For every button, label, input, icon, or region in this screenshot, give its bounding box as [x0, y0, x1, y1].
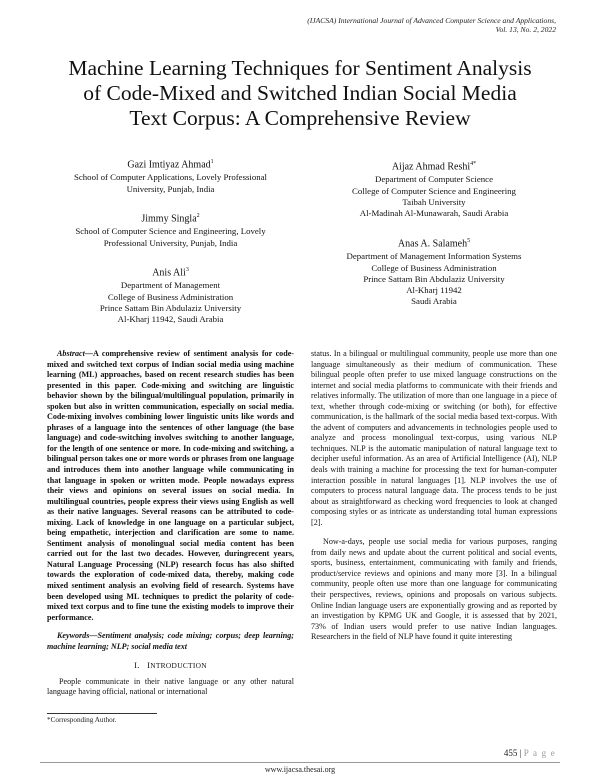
author-affiliation: Al-Madinah Al-Munawarah, Saudi Arabia [359, 207, 509, 218]
left-column [47, 349, 294, 698]
author-affiliation: Al-Kharj 11942, Saudi Arabia [117, 313, 224, 324]
corresponding-author-footnote: *Corresponding Author. [47, 716, 117, 724]
author-affiliation: Professional University, Punjab, India [103, 237, 238, 248]
author-block-5 [311, 235, 557, 307]
journal-volume: Vol. 13, No. 2, 2022 [495, 25, 556, 34]
title-line-2: of Code-Mixed and Switched Indian Social Media [83, 81, 517, 105]
author-name: Anis Ali$^3$ [152, 267, 189, 279]
author-block-1 [47, 156, 294, 195]
title-line-1: Machine Learning Techniques for Sentiment Analysis [68, 56, 532, 80]
author-name: Aijaz Ahmad Reshi$^{4*}$ [391, 161, 477, 173]
author-block-2 [47, 210, 294, 249]
intro-paragraph: People communicate in their native language or any other natural language having official, national or international [47, 676, 294, 697]
author-affiliation: Department of Management Information Systems [346, 251, 522, 262]
right-column [311, 349, 557, 643]
page-label: P a g e [523, 748, 556, 758]
section-heading-introduction: I. INTRODUCTION [134, 660, 207, 671]
author-name: Gazi Imtiyaz Ahmad$^1$ [127, 159, 214, 171]
author-affiliation: College of Business Administration [107, 291, 234, 302]
page-number: 455 | P a g e [503, 748, 556, 758]
body-paragraph: Now-a-days, people use social media for various purposes, ranging from daily news and update about the current political and social events, sports, business, entertainment, communicating with family and friends, product/service reviews and opinions and many more [3]. In a bilingual community, people often use more than one language for communicating their perspectives, reviews, opinions and proposals on various subjects. Online Indian language users are exponentially growing and as reported by an investigation by KPMG UK and Google, it is assessed that by 2021, 73% of Indian users would prefer to use native Indian languages. Researchers in the field of NLP have found it quite interesting [311, 537, 557, 642]
keywords-lead: Keywords [57, 631, 90, 641]
journal-name: (IJACSA) International Journal of Advanced Computer Science and Applications, [307, 16, 556, 25]
author-affiliation: School of Computer Science and Engineering, Lovely [75, 226, 266, 237]
author-affiliation: Department of Computer Science [375, 174, 493, 185]
author-affiliation: University, Punjab, India [126, 183, 215, 194]
journal-header [307, 16, 556, 34]
author-block-4 [311, 158, 557, 219]
author-affiliation: College of Business Administration [371, 262, 497, 273]
author-affiliation: Prince Sattam Bin Abdulaziz University [99, 302, 242, 313]
page-number-value: 455 [503, 748, 518, 758]
keywords [47, 631, 294, 652]
paper-title [40, 56, 560, 131]
author-affiliation: Department of Management [120, 280, 221, 291]
title-line-3: Text Corpus: A Comprehensive Review [129, 106, 471, 130]
journal-url: www.ijacsa.thesai.org [264, 765, 336, 774]
keywords-text: —Sentiment analysis; code mixing; corpus; deep learning; machine learning; NLP; social media text [47, 631, 294, 651]
author-affiliation: Saudi Arabia [411, 296, 457, 307]
abstract [47, 349, 294, 623]
author-affiliation: Al-Kharj 11942 [406, 284, 462, 295]
author-affiliation: Taibah University [402, 196, 466, 207]
footnote-divider [47, 713, 157, 714]
author-name: Jimmy Singla$^2$ [141, 213, 200, 225]
author-block-3 [47, 264, 294, 325]
author-affiliation: School of Computer Applications, Lovely Professional [73, 172, 268, 183]
footer-divider [40, 762, 560, 763]
author-affiliation: Prince Sattam Bin Abdulaziz University [363, 273, 505, 284]
author-affiliation: College of Computer Science and Engineering [352, 185, 516, 196]
body-paragraph: status. In a bilingual or multilingual community, people use more than one language simultaneously as their medium of communication. These bilingual people often prefer to use mixed language constructions on the internet and social media platforms to communicate with their friends and relatives informally. The utilization of more than one language in a piece of text, whether through code-mixing or switching (or both), for effective communication, is the hallmark of the social media based text-corpus. With the advent of computers and advancements in technologies people used to analyze and process monolingual text-corpus, using various NLP techniques. NLP is the automatic manipulation of natural language text to decipher useful information. As an area of Artificial Intelligence (AI), NLP deals with training a machine for processing the text for human-computer interaction possible in natural languages [1]. NLP involves the use of computers to process natural language data. The process tends to be just about as straightforward as checking word frequencies to look at changed composing styles or as intricate as understanding total human expressions [2]. [311, 349, 557, 527]
abstract-text: —A comprehensive review of sentiment analysis for code-mixed and switched text corpus of Indian social media using machine learning (ML) approaches, based on recent research studies has been presented in this paper. Code-mixing and switching are linguistic behavior shown by the bilingual/multilingual population, primarily in spoken but also in written communication, especially on social media. Code-mixing involves combining lower linguistic units like words and phrases of a language into the sentences of other language (the base language) and code-switching involves switching to another language, for the length of one sentence or more. In code-mixing and switching, a bilingual person takes one or more words or phrases from one language and introduces them into another language while communicating in that language in spoken or written mode. People nowadays express their views and opinions on several issues on social media. In multilingual countries, people express their views using English as well as their native languages. Several reasons can be attributed to code-mixing. Lack of knowledge in one language on a particular subject, being empathetic, interjection and clarification are some to name. Sentiment analysis of monolingual social media content has been carried out for the last two decades. However, duringrecent years, Natural Language Processing (NLP) research focus has also shifted towards the exploration of code-mixed data, thereby, making code mixed sentiment analysis an evolving field of research. Systems have been developed using ML techniques to predict the polarity of code-mixed text corpus and to fine tune the existing models to improve their performance. [47, 349, 294, 622]
author-name: Anas A. Salameh$^5$ [397, 238, 471, 250]
abstract-lead: Abstract [57, 349, 85, 358]
